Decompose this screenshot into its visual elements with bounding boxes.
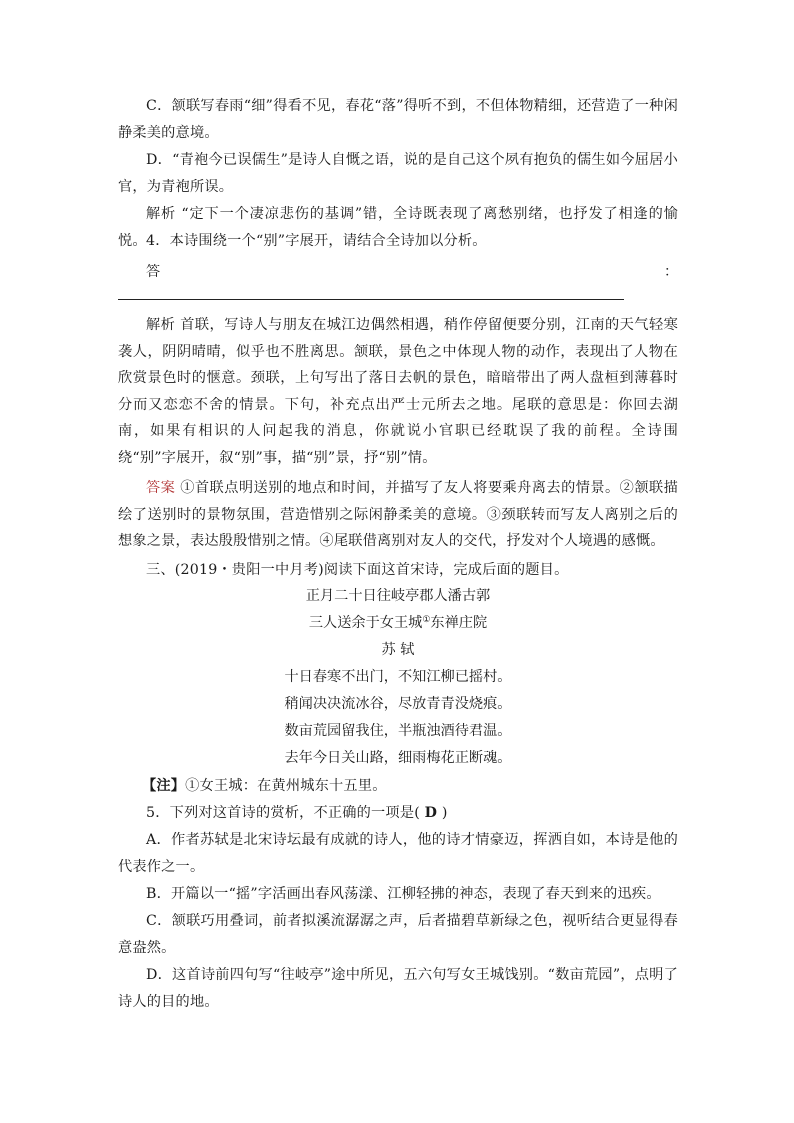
answer-tag: 答案 (146, 480, 176, 496)
footnote-marker: ① (422, 615, 431, 625)
q5-answer: D (424, 805, 438, 821)
poem-line-1: 十日春寒不出门，不知江柳已摇村。 (284, 669, 512, 685)
note-label: 【注】 (142, 778, 186, 794)
answer-blank-line (118, 299, 624, 300)
prev-option-c: C．颔联写春雨“细”得看不见，春花“落”得听不到，不但体物精细，还营造了一种闲静柔美的意境。 (118, 98, 678, 141)
q4-answer (118, 475, 678, 555)
poem-line-4: 去年今日关山路，细雨梅花正断魂。 (284, 750, 512, 766)
q5-option-b: B．开篇以一“摇”字活画出春风荡漾、江柳轻拂的神态，表现了春天到来的迅疾。 (146, 886, 661, 902)
answer-colon: ： (664, 264, 679, 280)
poem-note (118, 773, 678, 800)
q5-option-a: A．作者苏轼是北宋诗坛最有成就的诗人，他的诗才情豪迈，挥洒自如，本诗是他的代表作之一。 (118, 832, 678, 875)
question-4: 4．本诗围绕一个“别”字展开，请结合全诗加以分析。 (146, 233, 487, 249)
prev-option-d: D．“青袍今已误儒生”是诗人自慨之语，说的是自己这个夙有抱负的儒生如今屈居小官，为青袍所误。 (118, 152, 678, 195)
poem-title-part-b: 东禅庄院 (430, 615, 488, 631)
poem-line-3: 数亩荒园留我住，半瓶浊酒待君温。 (284, 723, 512, 739)
q5-option-d: D．这首诗前四句写“往岐亭”途中所见，五六句写女王城饯别。“数亩荒园”，点明了诗人的目的地。 (118, 967, 678, 1010)
poem-title-line-1: 正月二十日往岐亭郡人潘古郭 (305, 588, 491, 604)
prev-analysis: 解析 “定下一个凄凉悲伤的基调”错，全诗既表现了离愁别绪，也抒发了相逢的愉悦。 (118, 206, 678, 249)
question-5 (118, 800, 678, 827)
answer-prompt: 答 (146, 264, 161, 280)
poem-author: 苏 轼 (381, 642, 415, 658)
q5-text: 5．下列对这首诗的赏析，不正确的一项是( (146, 805, 420, 821)
q4-analysis: 解析 首联，写诗人与朋友在城江边偶然相遇，稍作停留便要分别，江南的天气轻寒袭人，阴阴晴晴，似乎也不胜离思。颔联，景色之中体现人物的动作，表现出了人物在欣赏景色时的惬意。颈联，上句写出了落日去帆的景色，暗暗带出了两人盘桓到薄暮时分而又恋恋不舍的情景。下句，补充点出严士元所去之地。尾联的意思是：你回去湖南，如果有相识的人问起我的消息，你就说小官职已经耽误了我的前程。全诗围绕“别”字展开，叙“别”事，描“别”景，抒“别”情。 (118, 317, 678, 466)
answer-text: ①首联点明送别的地点和时间，并描写了友人将要乘舟离去的情景。②颔联描绘了送别时的景物氛围，营造惜别之际闲静柔美的意境。③颈联转而写友人离别之后的想象之景，表达殷殷惜别之情。④尾联借离别对友人的交代，抒发对个人境遇的感慨。 (118, 480, 678, 549)
poem-line-2: 稍闻决决流冰谷，尽放青青没烧痕。 (284, 696, 512, 712)
poem-title-part-a: 三人送余于女王城 (308, 615, 423, 631)
note-text: ①女王城：在黄州城东十五里。 (185, 778, 387, 794)
poem-title-line-2 (118, 611, 678, 635)
q5-close-paren: ) (441, 805, 448, 821)
section-3-intro: 三、(2019・贵阳一中月考)阅读下面这首宋诗，完成后面的题目。 (146, 562, 569, 578)
q5-option-c: C．颔联巧用叠词，前者拟溪流潺潺之声，后者描碧草新绿之色，视听结合更显得春意盎然。 (118, 913, 678, 956)
